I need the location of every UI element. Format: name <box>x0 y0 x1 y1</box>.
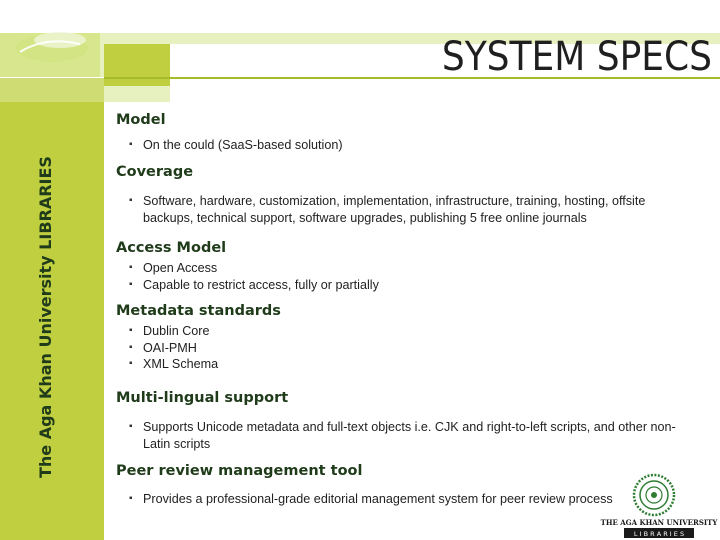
metadata-list <box>124 323 684 373</box>
section-heading-model: Model <box>116 112 166 128</box>
side-label: The Aga Khan University LIBRARIES <box>36 156 55 478</box>
list-item: ▪ Supports Unicode metadata and full-text objects i.e. CJK and right-to-left scripts, and other non-Latin scripts <box>124 419 684 452</box>
section-heading-multilingual: Multi-lingual support <box>116 390 289 406</box>
list-item: ▪ Open Access <box>124 260 684 277</box>
aku-libraries-logo <box>600 473 718 539</box>
multilingual-list <box>124 419 684 452</box>
logo-seal-icon <box>634 475 674 515</box>
list-item: ▪ Capable to restrict access, fully or partially <box>124 277 684 294</box>
coverage-list <box>124 193 684 226</box>
page-title: SYSTEM SPECS <box>441 34 712 80</box>
access-model-list <box>124 260 684 293</box>
list-item: ▪ On the could (SaaS-based solution) <box>124 137 684 154</box>
svg-text:L I B R A R I E S: L I B R A R I E S <box>633 530 685 538</box>
list-item: ▪ XML Schema <box>124 356 684 373</box>
list-item: ▪ Dublin Core <box>124 323 684 340</box>
list-item: ▪ Software, hardware, customization, implementation, infrastructure, training, hosting, offsite backups, technical support, software upgrades, publishing 5 free online journals <box>124 193 684 226</box>
list-item: ▪ OAI-PMH <box>124 340 684 357</box>
svg-text:THE AGA KHAN UNIVERSITY: THE AGA KHAN UNIVERSITY <box>600 518 718 527</box>
section-heading-access-model: Access Model <box>116 240 227 256</box>
section-heading-coverage: Coverage <box>116 164 194 180</box>
model-list <box>124 137 684 154</box>
section-heading-metadata: Metadata standards <box>116 303 281 319</box>
header-decoration <box>0 0 170 102</box>
list-item: ▪ Provides a professional-grade editorial management system for peer review process <box>124 491 684 508</box>
section-heading-peer-review: Peer review management tool <box>116 463 363 479</box>
